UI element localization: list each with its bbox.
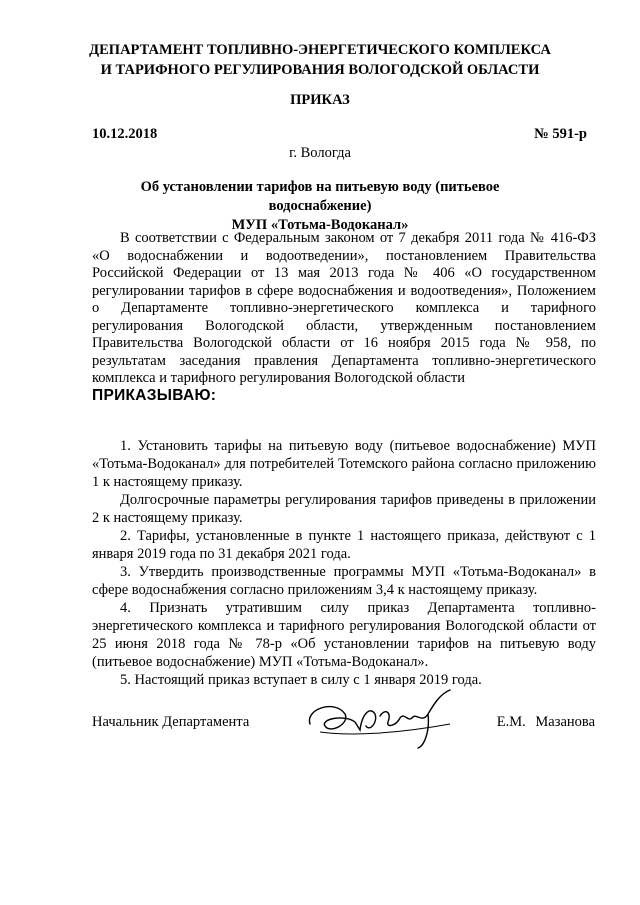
- signer-position: Начальник Департамента: [92, 714, 250, 730]
- org-name-line-2: И ТАРИФНОГО РЕГУЛИРОВАНИЯ ВОЛОГОДСКОЙ ОБЛАСТИ: [100, 62, 540, 78]
- signer-name: Е.М. Мазанова: [496, 714, 595, 730]
- order-item-3: 3. Утвердить производственные программы МУП «Тотьма-Водоканал» в сфере водоснабжения согласно приложениям 3,4 к настоящему приказу.: [92, 564, 596, 598]
- document-header: [60, 40, 580, 80]
- order-item-5: 5. Настоящий приказ вступает в силу с 1 января 2019 года.: [120, 672, 482, 688]
- order-directive: ПРИКАЗЫВАЮ:: [92, 387, 217, 404]
- order-item-2: 2. Тарифы, установленные в пункте 1 настоящего приказа, действуют с 1 января 2019 года по 31 декабря 2021 года.: [92, 528, 596, 562]
- subject-line-1: Об установлении тарифов на питьевую воду (питьевое водоснабжение): [140, 179, 500, 214]
- order-item-4: 4. Признать утратившим силу приказ Департамента топливно-энергетического комплекса и тарифного регулирования Вологодской области от 25 июня 2018 года № 78-р «Об установлении тарифов на питьевую воду (питьевое водоснабжение) МУП «Тотьма-Водоканал».: [92, 600, 596, 670]
- document-date: 10.12.2018: [92, 126, 158, 142]
- subject-line-2: МУП «Тотьма-Водоканал»: [231, 217, 409, 233]
- signature-block: [0, 708, 640, 788]
- handwritten-signature-icon: [300, 684, 470, 754]
- order-items: [92, 437, 596, 689]
- document-subject: [90, 178, 550, 235]
- document-city: г. Вологда: [289, 145, 351, 161]
- order-item-1: 1. Установить тарифы на питьевую воду (питьевое водоснабжение) МУП «Тотьма-Водоканал» для потребителей Тотемского района согласно приложению 1 к настоящему приказу.: [92, 438, 596, 490]
- preamble-paragraph: В соответствии с Федеральным законом от 7 декабря 2011 года № 416-ФЗ «О водоснабжении и водоотведении», постановлением Правительства Российской Федерации от 13 мая 2013 года № 406 «О государственном регулировании тарифов в сфере водоснабжения и водоотведения», Положением о Департаменте топливно-энергетического комплекса и тарифного регулирования Вологодской области, утвержденным постановлением Правительства Вологодской области от 16 ноября 2015 года № 958, по результатам заседания правления Департамента топливно-энергетического комплекса и тарифного регулирования Вологодской области: [92, 230, 596, 386]
- org-name-line-1: ДЕПАРТАМЕНТ ТОПЛИВНО-ЭНЕРГЕТИЧЕСКОГО КОМПЛЕКСА: [89, 42, 551, 58]
- order-item-1-note: Долгосрочные параметры регулирования тарифов приведены в приложении 2 к настоящему приказу.: [92, 492, 596, 526]
- document-type: ПРИКАЗ: [290, 92, 350, 108]
- document-number: № 591-р: [534, 126, 587, 142]
